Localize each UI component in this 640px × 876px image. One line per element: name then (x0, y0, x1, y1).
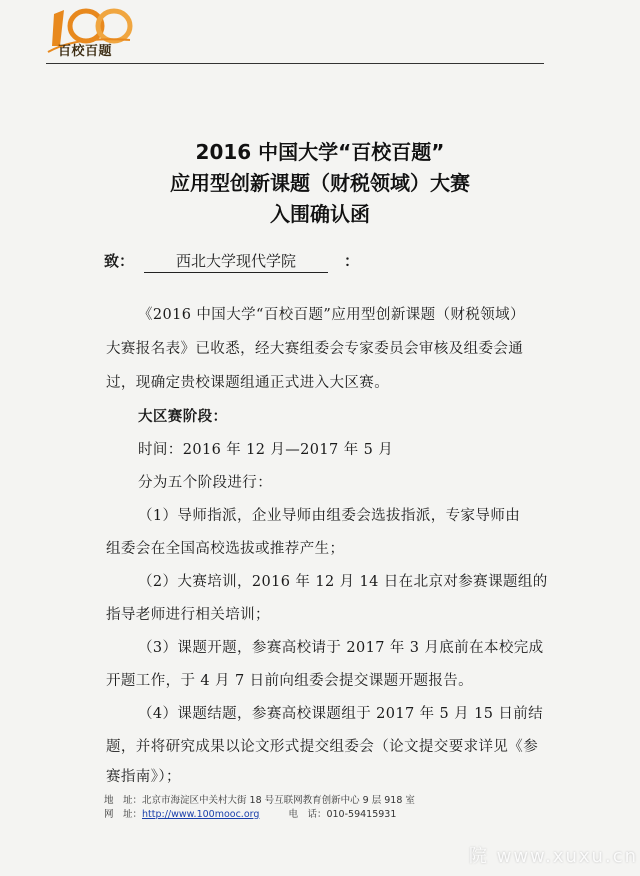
paragraph-line: 大赛报名表》已收悉，经大赛组委会专家委员会审核及组委会通 (106, 341, 524, 357)
recipient-name: 西北大学现代学院 (144, 250, 328, 273)
phase-item-line: （3）课题开题，参赛高校请于 2017 年 3 月底前在本校完成 (138, 640, 544, 656)
phase-item-line: （4）课题结题，参赛高校课题组于 2017 年 5 月 15 日前结 (138, 706, 544, 722)
logo-text: 百校百题 (58, 44, 113, 59)
phase-item-line: 赛指南》）； (106, 769, 181, 785)
paragraph-line: 《2016 中国大学“百校百题”应用型创新课题（财税领域） (138, 307, 525, 323)
recipient-colon: ： (344, 252, 360, 270)
footer-address (104, 792, 415, 806)
title-line-2: 应用型创新课题（财税领域）大赛 (170, 171, 470, 195)
phase-item-line: 开题工作，于 4 月 7 日前向组委会提交课题开题报告。 (106, 673, 474, 689)
footer-phone-label: 电 话： (288, 809, 327, 820)
phase-item-line: 指导老师进行相关培训； (106, 607, 270, 623)
footer-website-row (104, 806, 396, 820)
stage-heading: 大区赛阶段： (138, 409, 228, 425)
phase-item-line: 题，并将研究成果以论文形式提交组委会（论文提交要求详见《参 (106, 739, 539, 755)
recipient-label: 致： (104, 252, 135, 270)
phases-intro: 分为五个阶段进行： (138, 475, 273, 491)
phase-item-line: 组委会在全国高校选拔或推荐产生； (106, 541, 345, 557)
watermark: 院 www.xuxu.cn (468, 846, 638, 867)
footer-website-link[interactable]: http://www.100mooc.org (142, 809, 260, 820)
title-line-1: 2016 中国大学“百校百题” (195, 140, 445, 164)
header-divider (46, 63, 544, 64)
footer-address-value: 北京市海淀区中关村大街 18 号互联网教育创新中心 9 层 918 室 (142, 795, 415, 806)
stage-time: 时间：2016 年 12 月—2017 年 5 月 (138, 442, 394, 458)
title-line-3: 入围确认函 (270, 202, 370, 226)
footer-phone-value: 010-59415931 (326, 809, 397, 820)
paragraph-line: 过，现确定贵校课题组通正式进入大区赛。 (106, 375, 390, 391)
phase-item-line: （1）导师指派，企业导师由组委会选拔指派，专家导师由 (138, 508, 521, 524)
phase-item-line: （2）大赛培训，2016 年 12 月 14 日在北京对参赛课题组的 (138, 574, 548, 590)
footer-address-label: 地 址： (104, 795, 143, 806)
footer-website-label: 网 址： (104, 809, 143, 820)
